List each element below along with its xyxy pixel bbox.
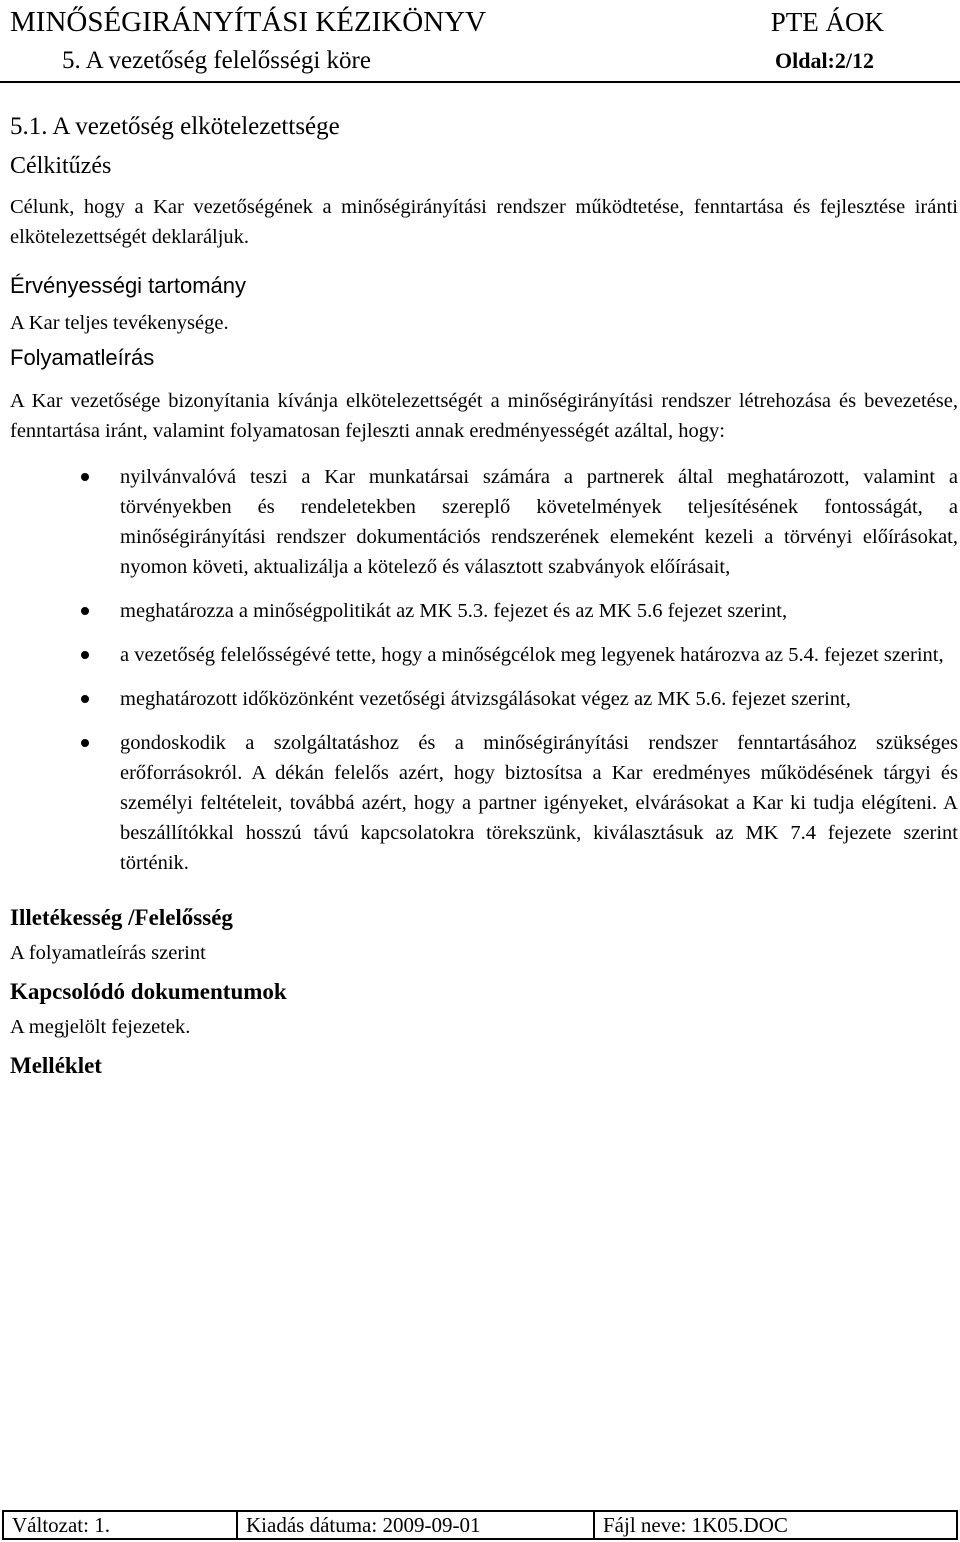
document-body: [10, 110, 958, 1086]
page-footer: [2, 1510, 958, 1540]
bullet-icon: [81, 651, 89, 659]
process-heading: Folyamatleírás: [10, 345, 155, 370]
responsibility-heading: Illetékesség /Felelősség: [10, 905, 233, 930]
list-item: [10, 728, 958, 878]
manual-title: MINŐSÉGIRÁNYÍTÁSI KÉZIKÖNYV: [10, 6, 487, 38]
bullet-icon: [81, 739, 89, 747]
list-item-text: nyilvánvalóvá teszi a Kar munkatársai számára a partnerek által meghatározott, valamint a törvényekben és rendeletekben szereplő követelmények teljesítésének fontosságát, a minőségirányítási rendszer dokumentációs rendszerének elemeként kezeli a törvényi előírásokat, nyomon követi, aktualizálja a kötelező és választott szabványok előírásait,: [120, 466, 958, 578]
section-title: 5.1. A vezetőség elkötelezettsége: [10, 113, 340, 140]
list-item-text: meghatározott időközönként vezetőségi átvizsgálásokat végez az MK 5.6. fejezet szerint,: [120, 688, 851, 710]
bullet-icon: [81, 473, 89, 481]
page-header: [0, 0, 960, 83]
goal-heading: Célkitűzés: [10, 153, 112, 179]
list-item: [10, 596, 958, 626]
list-item: [10, 684, 958, 714]
chapter-title: 5. A vezetőség felelősségi köre: [62, 47, 371, 74]
list-item: [10, 462, 958, 582]
list-item-text: a vezetőség felelősségévé tette, hogy a minőségcélok meg legyenek határozva az 5.4. fejezet szerint,: [120, 644, 944, 666]
footer-version: Változat: 1.: [4, 1512, 238, 1538]
footer-issue-date: Kiadás dátuma: 2009-09-01: [238, 1512, 595, 1538]
process-text: A Kar vezetősége bizonyítania kívánja elkötelezettségét a minőségirányítási rendszer létrehozása és bevezetése, fenntartása iránt, valamint folyamatosan fejleszti annak eredményességét azáltal, hogy:: [10, 390, 958, 442]
header-bottom-row: [10, 44, 950, 78]
bullet-icon: [81, 695, 89, 703]
attachment-heading: Melléklet: [10, 1053, 102, 1078]
bullet-icon: [81, 607, 89, 615]
related-documents-heading: Kapcsolódó dokumentumok: [10, 979, 287, 1004]
header-top-row: [10, 2, 950, 42]
list-item: [10, 640, 958, 670]
goal-text: Célunk, hogy a Kar vezetőségének a minőségirányítási rendszer működtetése, fenntartása és fejlesztése iránti elkötelezettségét deklaráljuk.: [10, 196, 958, 248]
related-documents-text: A megjelölt fejezetek.: [10, 1016, 191, 1038]
organization-name: PTE ÁOK: [770, 7, 884, 37]
scope-heading: Érvényességi tartomány: [10, 273, 246, 298]
responsibility-text: A folyamatleírás szerint: [10, 942, 206, 964]
page-number: Oldal:2/12: [774, 48, 874, 73]
footer-file-name: Fájl neve: 1K05.DOC: [603, 1513, 788, 1537]
list-item-text: gondoskodik a szolgáltatáshoz és a minőségirányítási rendszer fenntartásához szükséges erőforrásokról. A dékán felelős azért, hogy biztosítsa a Kar eredményes működésének tárgyi és személyi feltételeit, továbbá azért, hogy a partner igényeket, elvárásokat a Kar ki tudja elégíteni. A beszállítókkal hosszú távú kapcsolatokra törekszünk, kiválasztásuk az MK 7.4 fejezete szerint történik.: [120, 732, 958, 874]
list-item-text: meghatározza a minőségpolitikát az MK 5.3. fejezet és az MK 5.6 fejezet szerint,: [120, 600, 788, 622]
process-bullet-list: [10, 462, 958, 878]
scope-text: A Kar teljes tevékenysége.: [10, 312, 229, 334]
